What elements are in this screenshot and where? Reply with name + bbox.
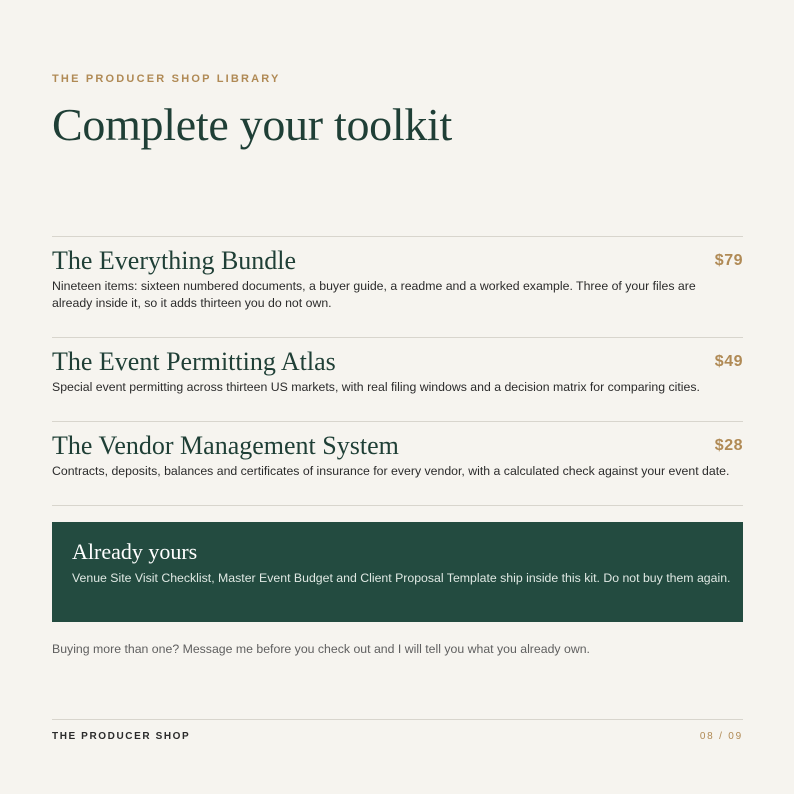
product-description: Special event permitting across thirteen US markets, with real filing windows and a decision matrix for comparing cities. bbox=[52, 380, 700, 394]
product-name: The Vendor Management System bbox=[52, 431, 399, 460]
purchase-note: Buying more than one? Message me before you check out and I will tell you what you already own. bbox=[52, 642, 590, 656]
product-price: $79 bbox=[714, 252, 743, 269]
page-title: Complete your toolkit bbox=[52, 99, 452, 150]
page-number: 08 / 09 bbox=[699, 731, 743, 742]
already-owned-title: Already yours bbox=[72, 539, 198, 564]
footer-brand: THE PRODUCER SHOP bbox=[52, 731, 191, 742]
divider bbox=[52, 421, 743, 422]
divider bbox=[52, 505, 743, 506]
footer-divider bbox=[52, 719, 743, 720]
divider bbox=[52, 236, 743, 237]
already-owned-panel bbox=[52, 522, 743, 622]
product-name: The Event Permitting Atlas bbox=[52, 347, 336, 376]
divider bbox=[52, 337, 743, 338]
product-description: Contracts, deposits, balances and certificates of insurance for every vendor, with a calculated check against your event date. bbox=[52, 464, 730, 478]
library-eyebrow: THE PRODUCER SHOP LIBRARY bbox=[52, 73, 281, 85]
product-description: Nineteen items: sixteen numbered documents, a buyer guide, a readme and a worked example. Three of your files are already inside it, so it adds thirteen you do not own. bbox=[52, 279, 696, 310]
already-owned-text: Venue Site Visit Checklist, Master Event Budget and Client Proposal Template ship inside this kit. Do not buy them again. bbox=[72, 571, 731, 585]
product-name: The Everything Bundle bbox=[52, 246, 297, 275]
product-price: $49 bbox=[714, 353, 743, 370]
page bbox=[52, 0, 743, 794]
product-price: $28 bbox=[714, 437, 743, 454]
